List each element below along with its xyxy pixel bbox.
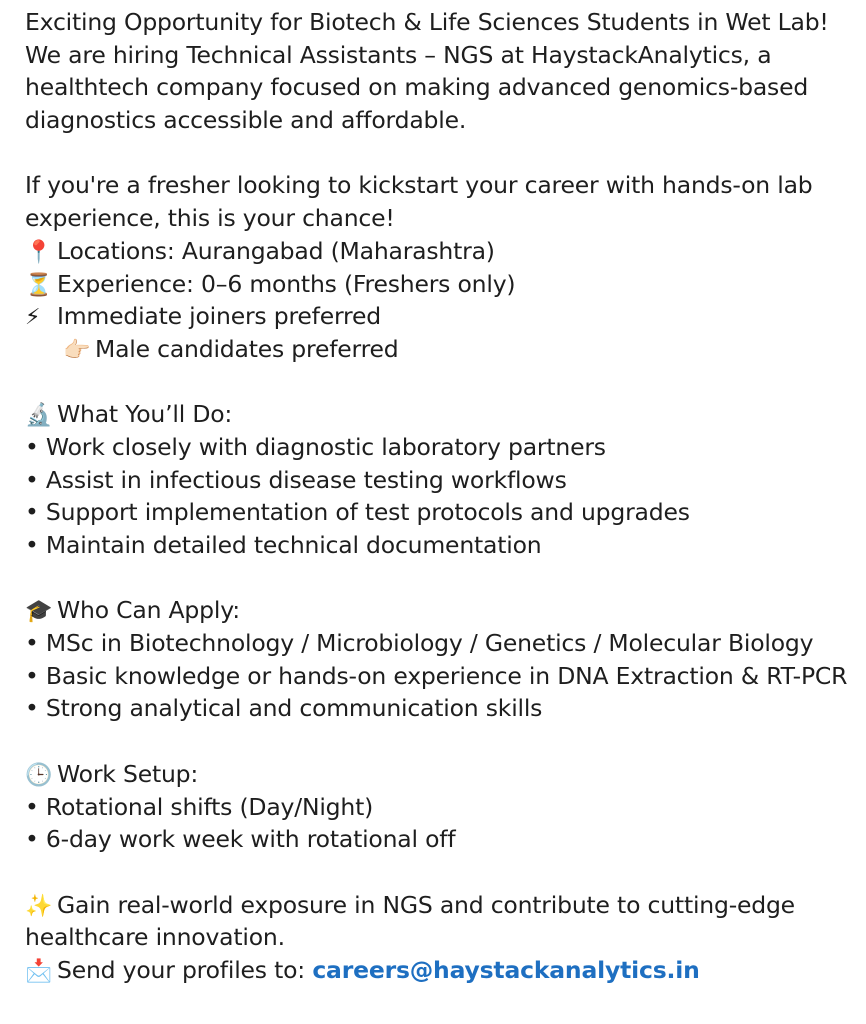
clock-icon: 🕒 bbox=[25, 762, 53, 788]
intro-line-3: healthtech company focused on making advanced genomics-based bbox=[25, 73, 809, 102]
closing-line-2: healthcare innovation. bbox=[25, 923, 285, 952]
list-item: • Rotational shifts (Day/Night) bbox=[25, 792, 374, 821]
list-item: • 6-day work week with rotational off bbox=[25, 825, 456, 854]
fresher-line-1: If you're a fresher looking to kickstart your career with hands-on lab bbox=[25, 171, 813, 200]
joiners-row bbox=[25, 300, 860, 333]
contact-label: Send your profiles to: bbox=[57, 955, 306, 984]
email-link[interactable]: careers@haystackanalytics.in bbox=[312, 955, 700, 984]
intro-line-2: We are hiring Technical Assistants – NGS at HaystackAnalytics, a bbox=[25, 40, 772, 69]
list-item: • Assist in infectious disease testing workflows bbox=[25, 465, 567, 494]
male-text: Male candidates preferred bbox=[95, 334, 399, 363]
experience-row bbox=[25, 268, 860, 301]
closing-line-1 bbox=[25, 889, 860, 922]
intro-line-4: diagnostics accessible and affordable. bbox=[25, 106, 467, 135]
list-item: • Strong analytical and communication skills bbox=[25, 694, 543, 723]
microscope-icon: 🔬 bbox=[25, 403, 53, 429]
job-post-message bbox=[25, 6, 860, 987]
graduation-cap-icon: 🎓 bbox=[25, 599, 53, 625]
intro-line-1: Exciting Opportunity for Biotech & Life Sciences Students in Wet Lab! bbox=[25, 8, 829, 36]
pin-icon: 📍 bbox=[25, 239, 53, 265]
joiners-text: Immediate joiners preferred bbox=[57, 302, 381, 331]
pointing-hand-icon: 👉🏻 bbox=[63, 337, 91, 363]
lightning-icon: ⚡ bbox=[25, 305, 41, 331]
contact-row bbox=[25, 954, 860, 987]
who-can-apply-title: Who Can Apply: bbox=[57, 596, 240, 625]
work-setup-title: Work Setup: bbox=[57, 759, 199, 788]
list-item: • Maintain detailed technical documentation bbox=[25, 531, 542, 559]
location-row bbox=[25, 235, 860, 268]
what-you-do-heading bbox=[25, 398, 860, 431]
sparkles-icon: ✨ bbox=[25, 893, 53, 919]
list-item: • Support implementation of test protocols and upgrades bbox=[25, 498, 690, 527]
work-setup-heading bbox=[25, 758, 860, 791]
male-row bbox=[25, 333, 860, 366]
list-item: • Basic knowledge or hands-on experience in DNA Extraction & RT-PCR bbox=[25, 661, 848, 690]
hourglass-icon: ⏳ bbox=[25, 272, 53, 298]
location-text: Locations: Aurangabad (Maharashtra) bbox=[57, 236, 495, 265]
list-item: • Work closely with diagnostic laboratory partners bbox=[25, 432, 606, 461]
fresher-line-2: experience, this is your chance! bbox=[25, 204, 395, 233]
who-can-apply-heading bbox=[25, 594, 860, 627]
list-item: • MSc in Biotechnology / Microbiology / Genetics / Molecular Biology bbox=[25, 629, 814, 658]
envelope-icon: 📩 bbox=[25, 958, 53, 984]
closing-text: Gain real-world exposure in NGS and contribute to cutting-edge bbox=[57, 890, 795, 919]
what-you-do-title: What You’ll Do: bbox=[57, 400, 233, 429]
experience-text: Experience: 0–6 months (Freshers only) bbox=[57, 269, 516, 298]
